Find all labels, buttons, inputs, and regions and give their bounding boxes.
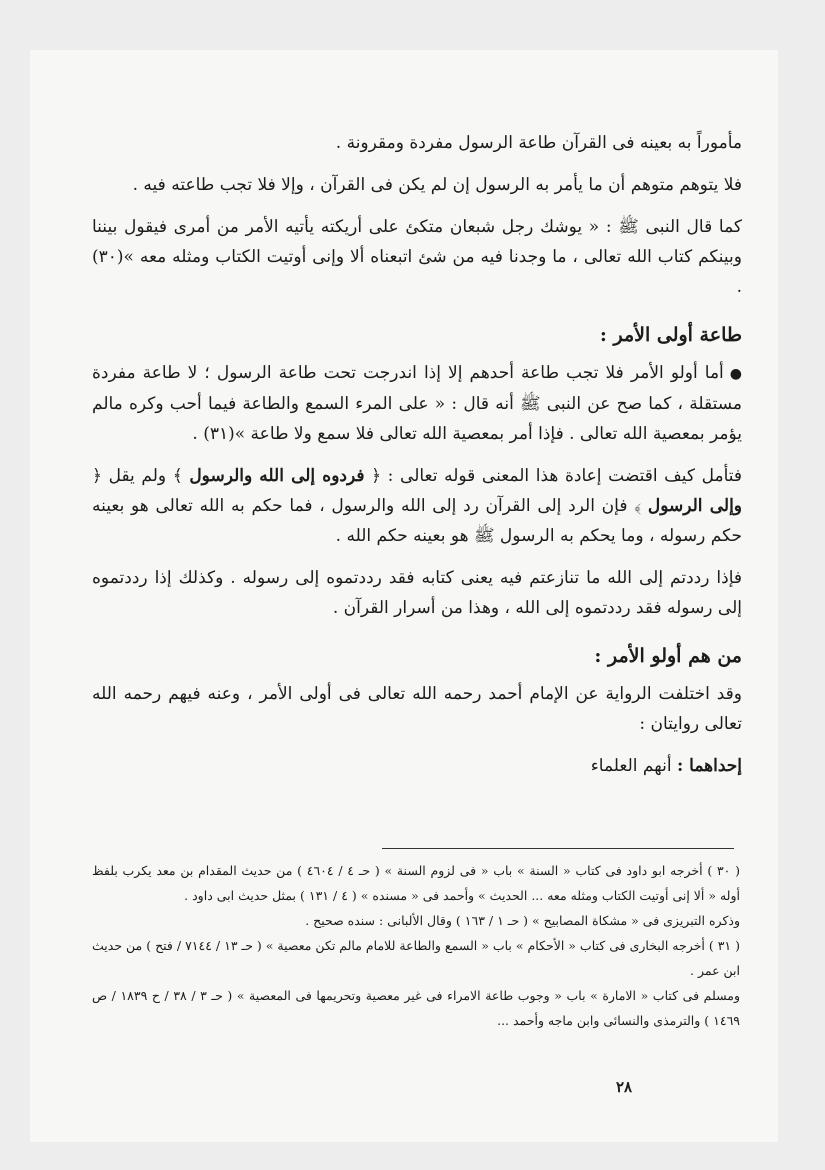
paragraph-text: أنهم العلماء [590,756,672,776]
footnote: ومسلم فى كتاب « الامارة » باب « وجوب طاعة الامراء فى غير معصية وتحريمها فى المعصية » ( حـ ٣ / ٣٨ / ح ١٨٣٩ / ص ١٤٦٩ ) والترمذى والنسائى وابن ماجه وأحمد ... [92,988,740,1028]
paragraph-text: ﴾ فإن الرد إلى القرآن رد إلى الله والرسول ، فما حكم به الله تعالى هو بعينه حكم رسوله ، وما يحكم به الرسول ﷺ هو بعينه حكم الله . [92,496,742,546]
quran-quote: فردوه إلى الله والرسول [189,466,365,486]
footnote-divider [382,848,734,849]
footnotes [92,858,740,1033]
paragraph: فلا يتوهم متوهم أن ما يأمر به الرسول إن لم يكن فى القرآن ، وإلا فلا تجب طاعته فيه . [132,175,742,195]
section-heading: من هم أولو الأمر : [594,645,742,667]
paragraph-text: فتأمل كيف اقتضت إعادة هذا المعنى قوله تعالى : ﴿ [371,466,743,486]
footnote: وذكره التبريزى فى « مشكاة المصابيح » ( حـ ١ / ١٦٣ ) وقال الألبانى : سنده صحيح . [305,913,740,928]
footnote: ( ٣٠ ) أخرجه ابو داود فى كتاب « السنة » باب « فى لزوم السنة » ( حـ ٤ / ٤٦٠٤ ) من حديث المقدام بن معد يكرب بلفظ أوله « ألا إنى أوتيت الكتاب ومثله معه ... الحديث » وأحمد فى « مسنده » ( ٤ / ١٣١ ) بمثل حديث ابى داود . [92,863,740,903]
paragraph-text: ﴾ ولم يقل ﴿ [92,466,183,486]
paragraph [92,461,742,551]
paragraph: وقد اختلفت الرواية عن الإمام أحمد رحمه الله تعالى فى أولى الأمر ، وعنه فيهم رحمه الله تعالى روايتان : [92,684,742,734]
bullet-icon: ● [729,366,742,382]
quran-quote: وإلى الرسول [647,496,742,516]
page-number: ٢٨ [616,1078,633,1096]
paragraph: كما قال النبى ﷺ : « يوشك رجل شبعان متكئ على أريكته يأتيه الأمر من أمرى فيقول بيننا وبينكم كتاب الله تعالى ، ما وجدنا فيه من شئ اتبعناه ألا وإنى أوتيت الكتاب ومثله معه »(٣٠) . [92,217,742,297]
paragraph [92,358,742,449]
paragraph: مأموراً به بعينه فى القرآن طاعة الرسول مفردة ومقرونة . [335,133,742,153]
paragraph: فإذا رددتم إلى الله ما تنازعتم فيه يعنى كتابه فقد رددتموه إلى رسوله . وكذلك إذا رددتموه إلى رسوله فقد رددتموه إلى الله ، وهذا من أسرار القرآن . [92,568,742,618]
footnote: ( ٣١ ) أخرجه البخارى فى كتاب « الأحكام » باب « السمع والطاعة للامام مالم تكن معصية » ( حـ ١٣ / ٧١٤٤ / فتح ) من حديث ابن عمر . [92,938,740,978]
paragraph [92,751,742,781]
main-text [92,128,742,793]
page [30,50,778,1142]
paragraph-text: أما أولو الأمر فلا تجب طاعة أحدهم إلا إذا اندرجت تحت طاعة الرسول ؛ لا طاعة مفردة مستقلة ، كما صح عن النبى ﷺ أنه قال : « على المرء السمع والطاعة فيما أحب وكره مالم يؤمر بمعصية الله تعالى . فإذا أمر بمعصية الله تعالى فلا سمع ولا طاعة »(٣١) . [92,363,742,444]
section-heading: طاعة أولى الأمر : [599,324,742,346]
label: إحداهما : [676,756,742,776]
